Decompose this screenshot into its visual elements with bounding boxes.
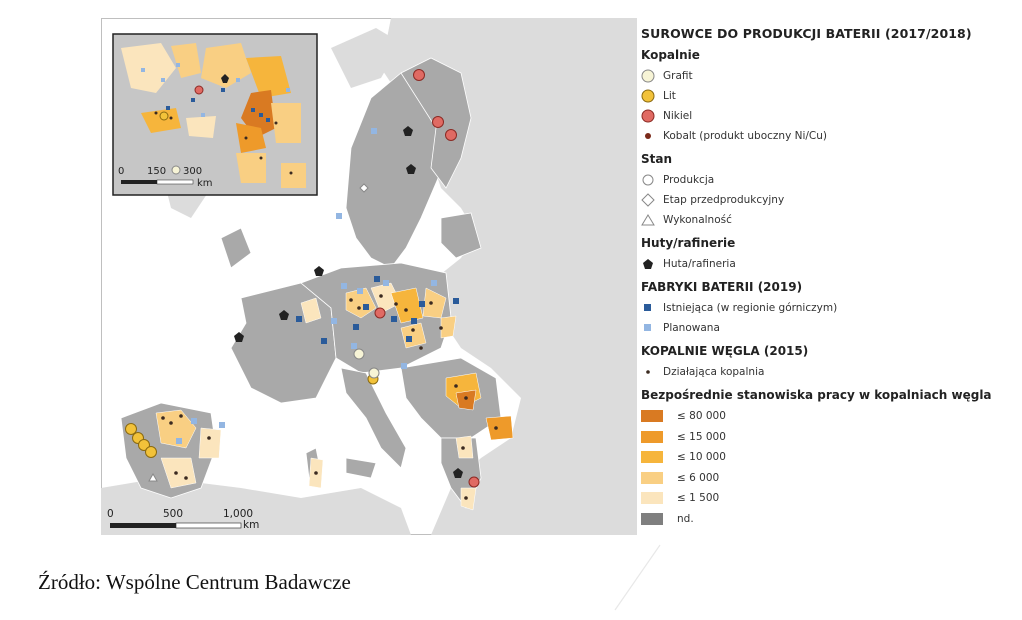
factory-planned-label: Planowana bbox=[663, 322, 720, 334]
swatch-6000 bbox=[641, 472, 663, 484]
jobs-15000-label: ≤ 15 000 bbox=[677, 430, 726, 443]
smelter-label: Huta/rafineria bbox=[663, 258, 736, 270]
map-legend bbox=[641, 26, 1011, 529]
factory-existing-label: Istniejąca (w regionie górniczym) bbox=[663, 302, 838, 314]
dot-icon bbox=[641, 365, 655, 379]
graphite-icon bbox=[641, 69, 655, 83]
cobalt-icon bbox=[641, 129, 655, 143]
factories-heading: FABRYKI BATERII (2019) bbox=[641, 280, 803, 294]
legend-coal-mine bbox=[641, 362, 1011, 382]
mines-heading: Kopalnie bbox=[641, 48, 700, 62]
inset-scale-150: 150 bbox=[147, 166, 167, 177]
inset-scale-300: 300 bbox=[183, 166, 203, 177]
legend-jobs-1500 bbox=[641, 488, 1011, 509]
cobalt-label: Kobalt (produkt uboczny Ni/Cu) bbox=[663, 130, 828, 142]
preproduction-label: Etap przedprodukcyjny bbox=[663, 194, 785, 206]
legend-production bbox=[641, 170, 1011, 190]
legend-factory-planned bbox=[641, 318, 1011, 338]
circle-outline-icon bbox=[641, 173, 655, 187]
legend-jobs-15000 bbox=[641, 427, 1011, 448]
scale-unit: km bbox=[243, 519, 260, 531]
triangle-outline-icon bbox=[641, 213, 655, 227]
legend-jobs-80000 bbox=[641, 406, 1011, 427]
nickel-icon bbox=[641, 109, 655, 123]
jobs-heading: Bezpośrednie stanowiska pracy w kopalniach węgla bbox=[641, 388, 992, 402]
legend-jobs-10000 bbox=[641, 447, 1011, 468]
legend-nickel bbox=[641, 106, 1011, 126]
square-dark-blue-icon bbox=[641, 301, 655, 315]
legend-jobs-nd bbox=[641, 509, 1011, 530]
legend-factory-existing bbox=[641, 298, 1011, 318]
smelters-heading: Huty/rafinerie bbox=[641, 236, 736, 250]
map-canvas bbox=[101, 18, 637, 535]
legend-preproduction bbox=[641, 190, 1011, 210]
inset-scale-unit: km bbox=[197, 178, 213, 189]
production-label: Produkcja bbox=[663, 174, 715, 186]
status-heading: Stan bbox=[641, 152, 673, 166]
legend-lithium bbox=[641, 86, 1011, 106]
square-light-blue-icon bbox=[641, 321, 655, 335]
legend-graphite bbox=[641, 66, 1011, 86]
diamond-outline-icon bbox=[641, 193, 655, 207]
graphite-label: Grafit bbox=[663, 70, 693, 82]
legend-smelter bbox=[641, 254, 1011, 274]
swatch-1500 bbox=[641, 492, 663, 504]
jobs-nd-label: nd. bbox=[677, 512, 694, 525]
inset-scale-0: 0 bbox=[118, 166, 125, 177]
feasibility-label: Wykonalność bbox=[663, 214, 732, 226]
jobs-80000-label: ≤ 80 000 bbox=[677, 410, 726, 423]
europe-map bbox=[101, 18, 637, 535]
source-caption: Źródło: Wspólne Centrum Badawcze bbox=[38, 570, 351, 594]
decorative-stroke bbox=[600, 520, 680, 620]
coal-heading: KOPALNIE WĘGLA (2015) bbox=[641, 344, 809, 358]
jobs-6000-label: ≤ 6 000 bbox=[677, 471, 720, 484]
legend-title: SUROWCE DO PRODUKCJI BATERII (2017/2018) bbox=[641, 26, 972, 41]
swatch-10000 bbox=[641, 451, 663, 463]
inset-map bbox=[113, 34, 317, 195]
lithium-label: Lit bbox=[663, 90, 676, 102]
legend-feasibility bbox=[641, 210, 1011, 230]
pentagon-icon bbox=[641, 257, 655, 271]
nickel-label: Nikiel bbox=[663, 110, 693, 122]
jobs-10000-label: ≤ 10 000 bbox=[677, 451, 726, 464]
lithium-icon bbox=[641, 89, 655, 103]
legend-cobalt bbox=[641, 126, 1011, 146]
coal-mine-label: Działająca kopalnia bbox=[663, 366, 765, 378]
scale-1000: 1,000 bbox=[223, 508, 254, 520]
legend-jobs-6000 bbox=[641, 468, 1011, 489]
swatch-80000 bbox=[641, 410, 663, 422]
jobs-1500-label: ≤ 1 500 bbox=[677, 492, 720, 505]
scale-500: 500 bbox=[163, 508, 184, 520]
swatch-15000 bbox=[641, 431, 663, 443]
scale-0: 0 bbox=[107, 508, 114, 520]
